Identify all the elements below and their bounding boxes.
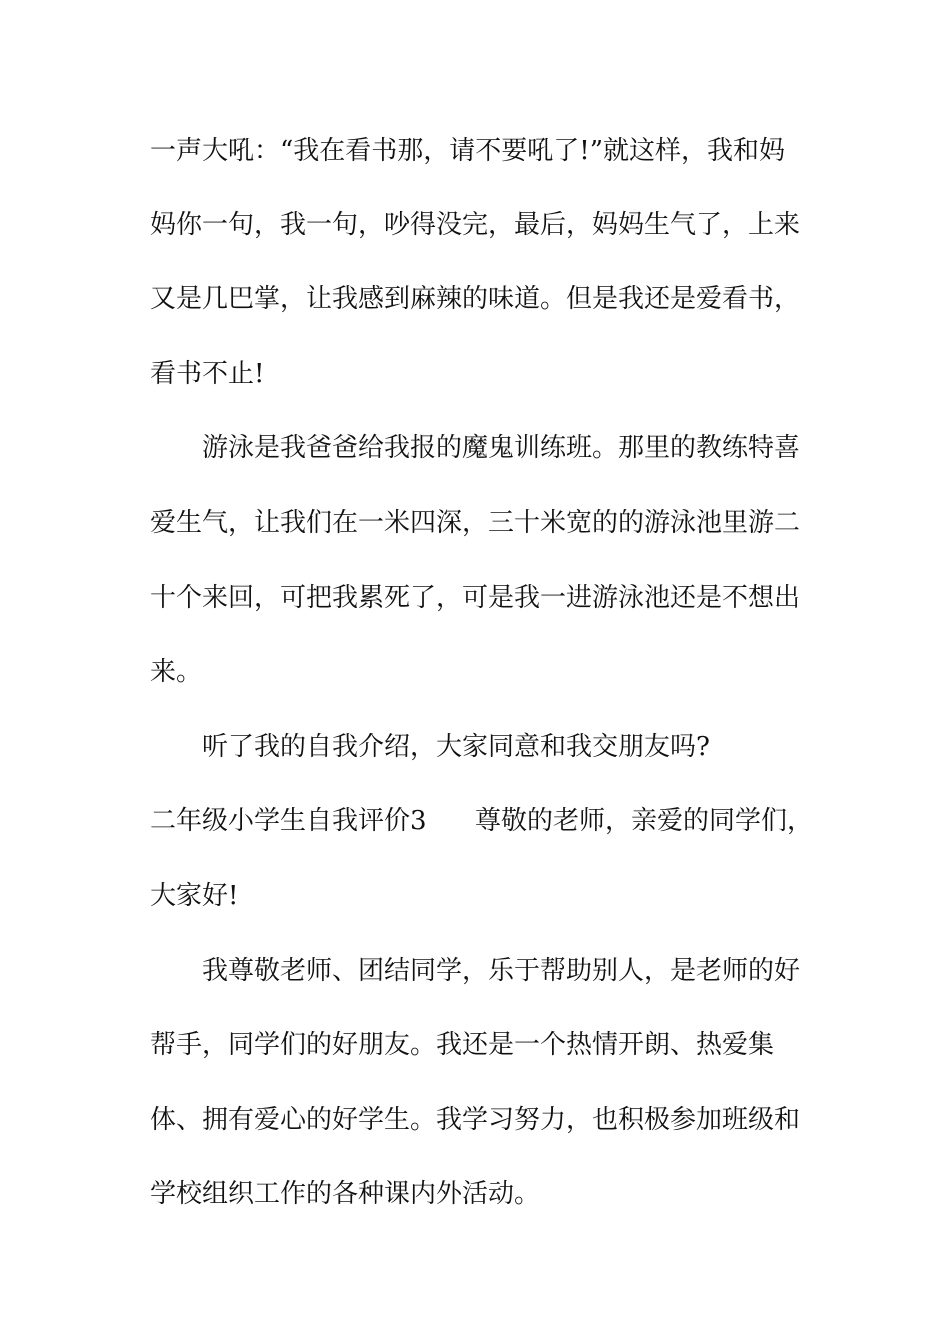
- text-line: 我尊敬老师、团结同学，乐于帮助别人，是老师的好: [202, 956, 801, 986]
- text-line: 爱生气，让我们在一米四深，三十米宽的的游泳池里游二: [150, 508, 801, 538]
- text-line: 看书不止!: [150, 359, 265, 389]
- text-line: 学校组织工作的各种课内外活动。: [150, 1179, 541, 1209]
- text-line: 大家好!: [150, 881, 239, 911]
- text-line: 体、拥有爱心的好学生。我学习努力，也积极参加班级和: [150, 1105, 801, 1135]
- text-line: 游泳是我爸爸给我报的魔鬼训练班。那里的教练特喜: [202, 433, 801, 463]
- text-line: 又是几巴掌，让我感到麻辣的味道。但是我还是爱看书，: [150, 284, 801, 314]
- text-line: 妈你一句，我一句，吵得没完，最后，妈妈生气了，上来: [150, 210, 801, 240]
- text-line: 来。: [150, 657, 203, 687]
- text-line: 一声大吼：“我在看书那，请不要吼了!”就这样，我和妈: [150, 136, 786, 166]
- section-heading: [150, 803, 814, 839]
- heading-text: 尊敬的老师，亲爱的同学们，: [475, 806, 814, 836]
- text-line: 帮手，同学们的好朋友。我还是一个热情开朗、热爱集: [150, 1030, 775, 1060]
- text-line: 十个来回，可把我累死了，可是我一进游泳池还是不想出: [150, 583, 801, 613]
- text-line: 听了我的自我介绍，大家同意和我交朋友吗?: [202, 732, 710, 762]
- heading-title: 二年级小学生自我评价3: [150, 806, 427, 836]
